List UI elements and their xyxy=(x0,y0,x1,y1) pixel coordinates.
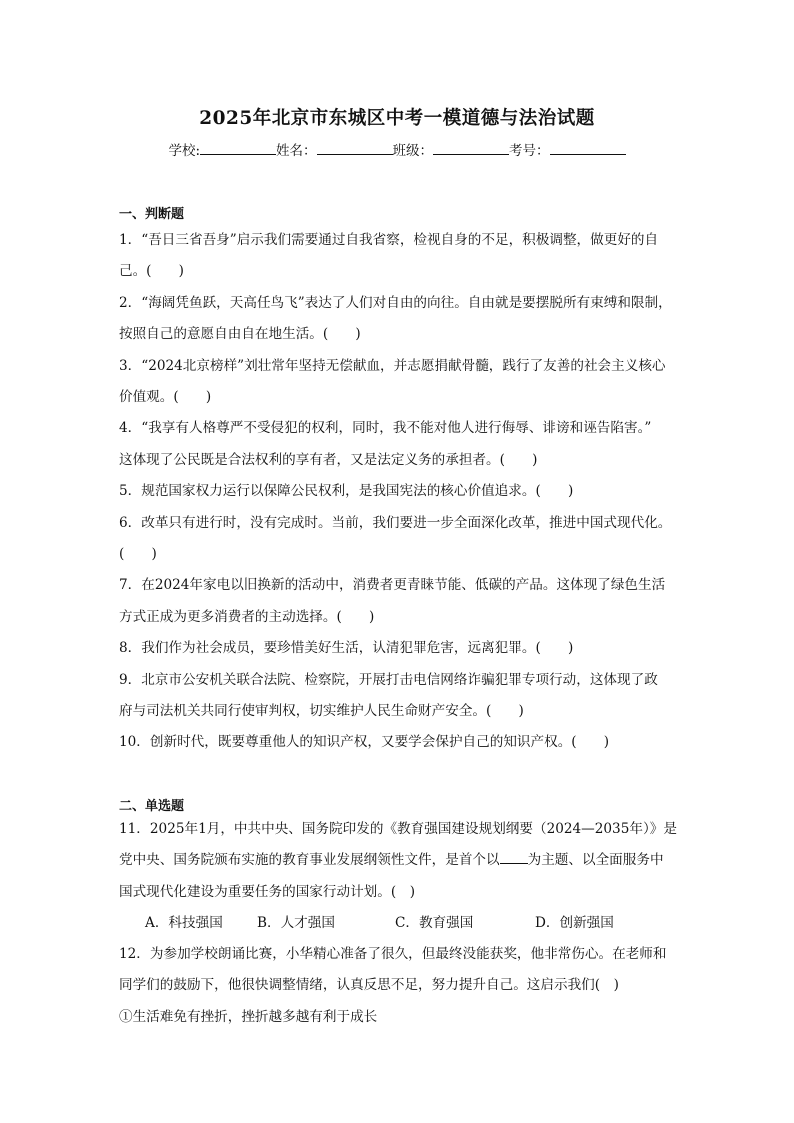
judge-question-3 xyxy=(119,351,684,414)
judge-question-10 xyxy=(119,727,684,758)
question-11-line: 11．2025年1月，中共中央、国务院印发的《教育强国建设规划纲要（2024—2035年）》是 xyxy=(119,821,677,837)
judge-question-line: 府与司法机关共同行使审判权，切实维护人民生命财产安全。( ) xyxy=(119,703,524,719)
judge-question-line: 方式正成为更多消费者的主动选择。( ) xyxy=(119,608,375,625)
question-12 xyxy=(119,939,684,1033)
judge-question-6 xyxy=(119,508,684,571)
judge-question-line: 按照自己的意愿自由自在地生活。( ) xyxy=(119,326,361,343)
question-12-line: 同学们的鼓励下，他很快调整情绪，认真反思不足，努力提升自己。这启示我们( ) xyxy=(119,977,619,994)
class-blank[interactable] xyxy=(433,141,509,155)
student-info-line xyxy=(0,139,794,159)
judge-question-line: 3．“2024北京榜样”刘壮常年坚持无偿献血，并志愿捐献骨髓，践行了友善的社会主义核心 xyxy=(119,357,666,374)
judge-question-1 xyxy=(119,225,684,288)
judge-question-2 xyxy=(119,288,684,351)
question-11-blank xyxy=(500,851,528,864)
question-11-options xyxy=(145,908,685,939)
judge-question-8 xyxy=(119,633,684,664)
section-single-choice-title: 二、单选题 xyxy=(119,799,185,814)
judge-question-line: 这体现了公民既是合法权利的享有者，又是法定义务的承担者。( ) xyxy=(119,451,538,468)
judge-question-9 xyxy=(119,665,684,728)
school-label: 学校: xyxy=(168,143,201,159)
exam-number-label: 考号： xyxy=(509,143,550,159)
judge-question-line: 10．创新时代，既要尊重他人的知识产权，又要学会保护自己的知识产权。( ) xyxy=(119,734,610,751)
judge-question-line: 7．在2024年家电以旧换新的活动中，消费者更青睐节能、低碳的产品。这体现了绿色生活 xyxy=(119,577,666,594)
judge-question-line: 2．“海阔凭鱼跃，天高任鸟飞”表达了人们对自由的向往。自由就是要摆脱所有束缚和限制， xyxy=(119,294,672,311)
section-judge-title: 一、判断题 xyxy=(119,207,185,222)
option-c[interactable]: C．教育强国 xyxy=(395,915,474,931)
question-11-text: 为主题、以全面服务中 xyxy=(527,852,664,869)
judge-question-line: ( ) xyxy=(119,546,157,562)
question-12-line: ①生活难免有挫折，挫折越多越有利于成长 xyxy=(119,1008,378,1025)
judge-question-line: 己。( ) xyxy=(119,263,184,280)
question-11-line: 国式现代化建设为重要任务的国家行动计划。( ) xyxy=(119,883,416,900)
name-blank[interactable] xyxy=(317,141,393,155)
judge-question-line: 1．“吾日三省吾身”启示我们需要通过自我省察，检视自身的不足，积极调整，做更好的自 xyxy=(119,232,659,248)
judge-question-7 xyxy=(119,570,684,633)
judge-question-line: 4．“我享有人格尊严不受侵犯的权利，同时，我不能对他人进行侮辱、诽谤和诬告陷害。” xyxy=(119,420,652,437)
option-d[interactable]: D．创新强国 xyxy=(535,915,614,931)
exam-title: 2025年北京市东城区中考一模道德与法治试题 xyxy=(199,108,595,129)
judge-question-line: 6．改革只有进行时，没有完成时。当前，我们要进一步全面深化改革，推进中国式现代化。 xyxy=(119,514,672,531)
judge-question-line: 8．我们作为社会成员，要珍惜美好生活，认清犯罪危害，远离犯罪。( ) xyxy=(119,640,574,657)
question-11-text: 党中央、国务院颁布实施的教育事业发展纲领性文件，是首个以 xyxy=(119,852,500,869)
judge-question-4 xyxy=(119,413,684,476)
question-11-line xyxy=(119,845,684,876)
exam-number-blank[interactable] xyxy=(550,141,626,155)
judge-question-line: 5．规范国家权力运行以保障公民权利，是我国宪法的核心价值追求。( ) xyxy=(119,483,574,500)
school-blank[interactable] xyxy=(200,141,276,155)
judge-question-line: 9．北京市公安机关联合法院、检察院，开展打击电信网络诈骗犯罪专项行动，这体现了政 xyxy=(119,671,658,688)
name-label: 姓名： xyxy=(276,143,317,159)
judge-question-5 xyxy=(119,476,684,507)
class-label: 班级： xyxy=(392,143,434,159)
judge-question-line: 价值观。( ) xyxy=(119,389,212,405)
question-11 xyxy=(119,814,684,908)
option-b[interactable]: B．人才强国 xyxy=(257,915,335,931)
question-12-line: 12．为参加学校朗诵比赛，小华精心准备了很久，但最终没能获奖，他非常伤心。在老师和 xyxy=(119,946,667,962)
option-a[interactable]: A．科技强国 xyxy=(145,915,223,931)
